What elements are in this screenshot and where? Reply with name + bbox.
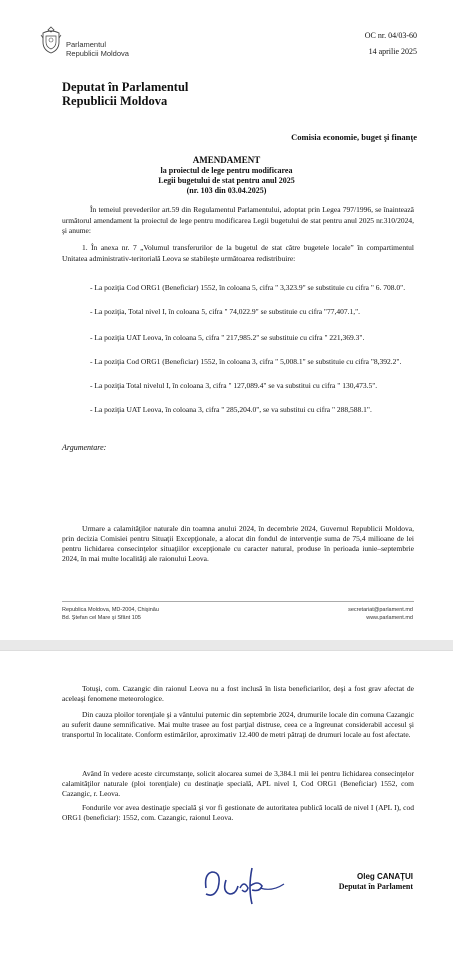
footer-email[interactable]: secretariat@parlament.md <box>348 607 413 613</box>
amendment-heading: AMENDAMENT <box>192 155 261 165</box>
oc-number: OC nr. 04/03-60 <box>364 31 417 40</box>
intro-paragraph: În temeiul prevederilor art.59 din Regulamentul Parlamentului, adoptat prin Legea 797/1996, se înaintează următorul amendament la proiectul de lege pentru modificarea Legii bugetului de stat pentru anul 2025 nr.310/2024, şi anume: <box>62 205 414 235</box>
redistribution-line: - La poziţia, Total nivel I, în coloana 5, cifra " 74,022.9" se substituie cu cifra "77,407.1,". <box>90 307 361 316</box>
page2-paragraph: Din cauza ploilor torenţiale şi a vântului puternic din septembrie 2024, drumurile locale din comuna Cazangic au suferit daune semnificative. Mai multe trasee au fost parţial distruse, ceea ce a îngreunat considerabil accesul şi transportul în localitate. Conform estimărilor, aproximativ 12.400 de metri pătraţi de drumuri locale au fost afectate. <box>62 710 414 739</box>
amendment-subtitle-3: (nr. 103 din 03.04.2025) <box>186 186 267 195</box>
page-separator <box>0 640 453 650</box>
handwritten-signature <box>200 858 290 910</box>
footer-website[interactable]: www.parlament.md <box>366 615 413 621</box>
redistribution-line: - La poziţia Total nivelul I, în coloana 3, cifra " 127,089.4" se va substitui cu cifra " 130,473.5". <box>90 381 378 390</box>
redistribution-line: - La poziţia UAT Leova, în coloana 3, cifra " 285,204.0", se va substitui cu cifra " 288,588.1". <box>90 405 372 414</box>
argumentation-label: Argumentare: <box>62 443 107 452</box>
page2-paragraph: Fondurile vor avea destinaţie specială şi vor fi gestionate de autoritatea publică locală de nivel I (APL I), cod ORG1 (beneficiar): 1552, com. Cazangic, raionul Leova. <box>62 803 414 822</box>
footer-divider <box>62 601 414 602</box>
signer-title: Deputat în Parlament <box>338 882 413 891</box>
amendment-subtitle-1: la proiectul de lege pentru modificarea <box>160 166 293 175</box>
argumentation-paragraph: Urmare a calamităţilor naturale din toamna anului 2024, în decembrie 2024, Guvernul Republicii Moldova, prin decizia Comisiei pentru Situaţii Excepţionale, a alocat din fondul de intervenţie suma de 75,4 milioane de lei pentru lichidarea consecinţelor situaţiilor excepţionale cu caracter natural, produse în perioada iunie–septembrie 2024, în mai multe localităţi ale raionului Leova. <box>62 524 414 563</box>
redistribution-line: - La poziţia UAT Leova, în coloana 5, cifra " 217,985.2" se substituie cu cifra " 221,369.3". <box>90 333 365 342</box>
sender-heading: Deputat în Parlamentul Republicii Moldova <box>62 80 189 108</box>
amendment-subtitle-2: Legii bugetului de stat pentru anul 2025 <box>158 176 295 185</box>
signer-block <box>339 872 413 892</box>
page2-paragraph: Având în vedere aceste circumstanţe, solicit alocarea sumei de 3,384.1 mii lei pentru lichidarea consecinţelor calamităţilor naturale (ploi torenţiale) cu destinaţie specială, APL nivel I, Cod ORG1 (Beneficiar) 1552, com Cazangic, r. Leova. <box>62 769 414 798</box>
footer-address: Republica Moldova, MD-2004, Chişinău Bd. Ştefan cel Mare şi Sfânt 105 <box>62 607 159 621</box>
page2-paragraph: Totuşi, com. Cazangic din raionul Leova nu a fost inclusă în lista beneficiarilor, deşi a fost grav afectat de aceleaşi fenomene meteorologice. <box>62 684 414 703</box>
parliament-name: Parlamentul Republicii Moldova <box>66 40 129 58</box>
document-date: 14 aprilie 2025 <box>368 47 417 56</box>
item-1-paragraph: 1. În anexa nr. 7 „Volumul transferurilor de la bugetul de stat către bugetele locale” în compartimentul Unitatea administrativ-teritorială Leova se stabileşte următoarea redistribuire: <box>62 243 414 263</box>
document-reference <box>365 28 417 60</box>
parliament-emblem-icon <box>40 26 62 54</box>
signer-name: Oleg CANAŢUI <box>357 872 413 881</box>
recipient-commission: Comisia economie, buget şi finanţe <box>291 132 417 142</box>
redistribution-line: - La poziţia Cod ORG1 (Beneficiar) 1552, în coloana 5, cifra " 3,323.9" se substituie cu cifra " 6. 708.0". <box>90 283 406 292</box>
footer-contact <box>348 606 413 622</box>
redistribution-line: - La poziţia Cod ORG1 (Beneficiar) 1552, în coloana 3, cifra " 5,008.1" se substituie cu cifra "8,392.2". <box>90 357 402 366</box>
